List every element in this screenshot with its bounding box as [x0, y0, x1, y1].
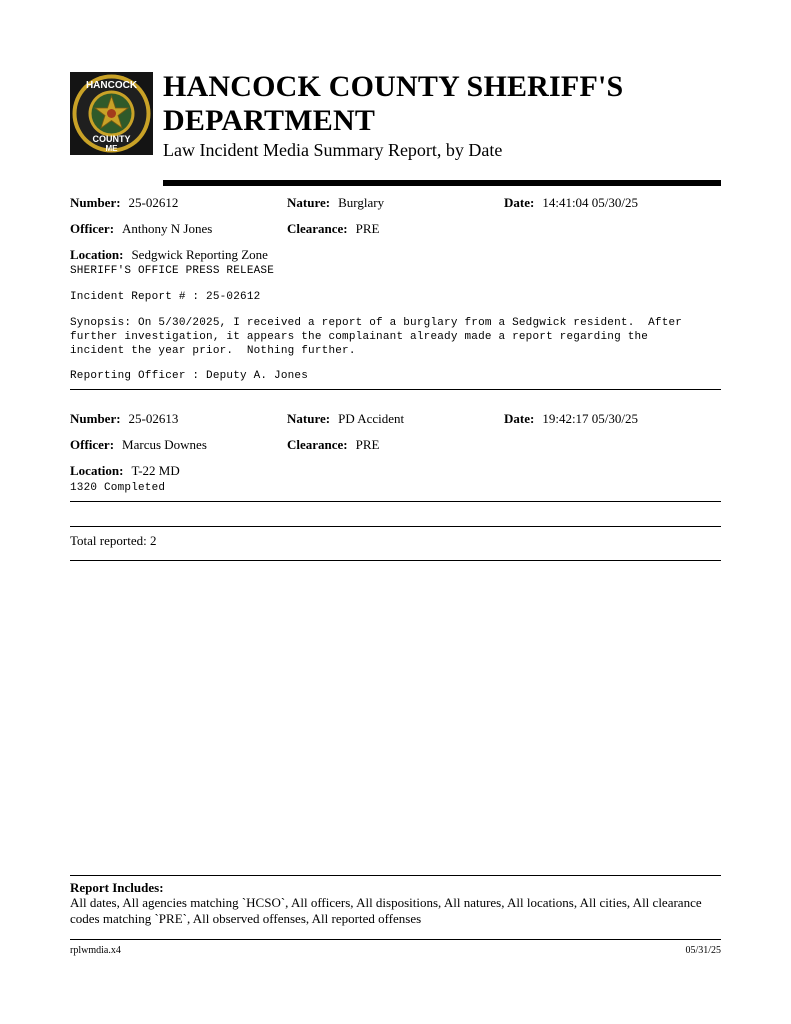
incident-2-number: [70, 411, 178, 427]
svg-text:HANCOCK: HANCOCK: [85, 80, 138, 91]
summary-top-rule: [70, 526, 721, 527]
department-title: HANCOCK COUNTY SHERIFF'S DEPARTMENT: [163, 70, 624, 137]
nature-label: Nature:: [287, 411, 331, 426]
incident-1-number: [70, 195, 178, 211]
location-label: Location:: [70, 463, 124, 478]
header-divider: [163, 180, 721, 186]
date-label: Date:: [504, 195, 535, 210]
location-label: Location:: [70, 247, 124, 262]
incident-2-date: [504, 411, 638, 427]
svg-text:COUNTY: COUNTY: [92, 134, 131, 144]
officer-value: Anthony N Jones: [122, 221, 213, 236]
officer-value: Marcus Downes: [122, 437, 207, 452]
report-includes-text: All dates, All agencies matching `HCSO`, All officers, All dispositions, All natures, All locations, All cities, All clearance codes matching `PRE`, All observed offenses, All reported offenses: [70, 895, 702, 926]
incident-2-officer: [70, 437, 207, 453]
summary-bottom-rule: [70, 560, 721, 561]
location-value: T-22 MD: [131, 463, 180, 478]
clearance-value: PRE: [355, 437, 380, 452]
officer-label: Officer:: [70, 437, 115, 452]
date-value: 14:41:04 05/30/25: [542, 195, 639, 210]
incident-1-nature: [287, 195, 384, 211]
nature-label: Nature:: [287, 195, 331, 210]
incident-2-clearance: [287, 437, 379, 453]
incident-divider: [70, 389, 721, 390]
number-value: 25-02612: [128, 195, 179, 210]
number-label: Number:: [70, 195, 121, 210]
incident-1-location: [70, 247, 268, 263]
date-label: Date:: [504, 411, 535, 426]
includes-top-rule: [70, 875, 721, 876]
location-value: Sedgwick Reporting Zone: [131, 247, 268, 262]
incident-1-officer: [70, 221, 212, 237]
number-label: Number:: [70, 411, 121, 426]
incident-1-reporting-officer: Reporting Officer : Deputy A. Jones: [70, 370, 309, 382]
nature-value: Burglary: [338, 195, 385, 210]
incident-divider: [70, 501, 721, 502]
incident-2-nature: [287, 411, 404, 427]
clearance-label: Clearance:: [287, 437, 348, 452]
incident-1-date: [504, 195, 638, 211]
date-value: 19:42:17 05/30/25: [542, 411, 639, 426]
clearance-value: PRE: [355, 221, 380, 236]
total-reported: Total reported: 2: [70, 533, 157, 548]
officer-label: Officer:: [70, 221, 115, 236]
incident-2-narrative: 1320 Completed: [70, 482, 166, 494]
sheriff-seal-graphic: [70, 72, 153, 155]
clearance-label: Clearance:: [287, 221, 348, 236]
report-includes-title: Report Includes:: [70, 880, 164, 895]
print-date: 05/31/25: [685, 945, 721, 956]
svg-text:ME: ME: [105, 144, 118, 153]
nature-value: PD Accident: [338, 411, 405, 426]
incident-2-location: [70, 463, 180, 479]
report-id: rplwmdia.x4: [70, 945, 121, 956]
sheriff-seal-logo: [70, 72, 153, 155]
incident-1-clearance: [287, 221, 379, 237]
incident-1-narrative-heading: SHERIFF'S OFFICE PRESS RELEASE: [70, 265, 275, 277]
incident-1-report-number: Incident Report # : 25-02612: [70, 291, 261, 303]
report-subtitle: Law Incident Media Summary Report, by Date: [163, 140, 503, 160]
number-value: 25-02613: [128, 411, 179, 426]
incident-1-synopsis: Synopsis: On 5/30/2025, I received a report of a burglary from a Sedgwick resident. After further investigation, it appears the complainant already made a report regarding the incident the year prior. Nothing further.: [70, 317, 683, 357]
footer-rule: [70, 939, 721, 940]
